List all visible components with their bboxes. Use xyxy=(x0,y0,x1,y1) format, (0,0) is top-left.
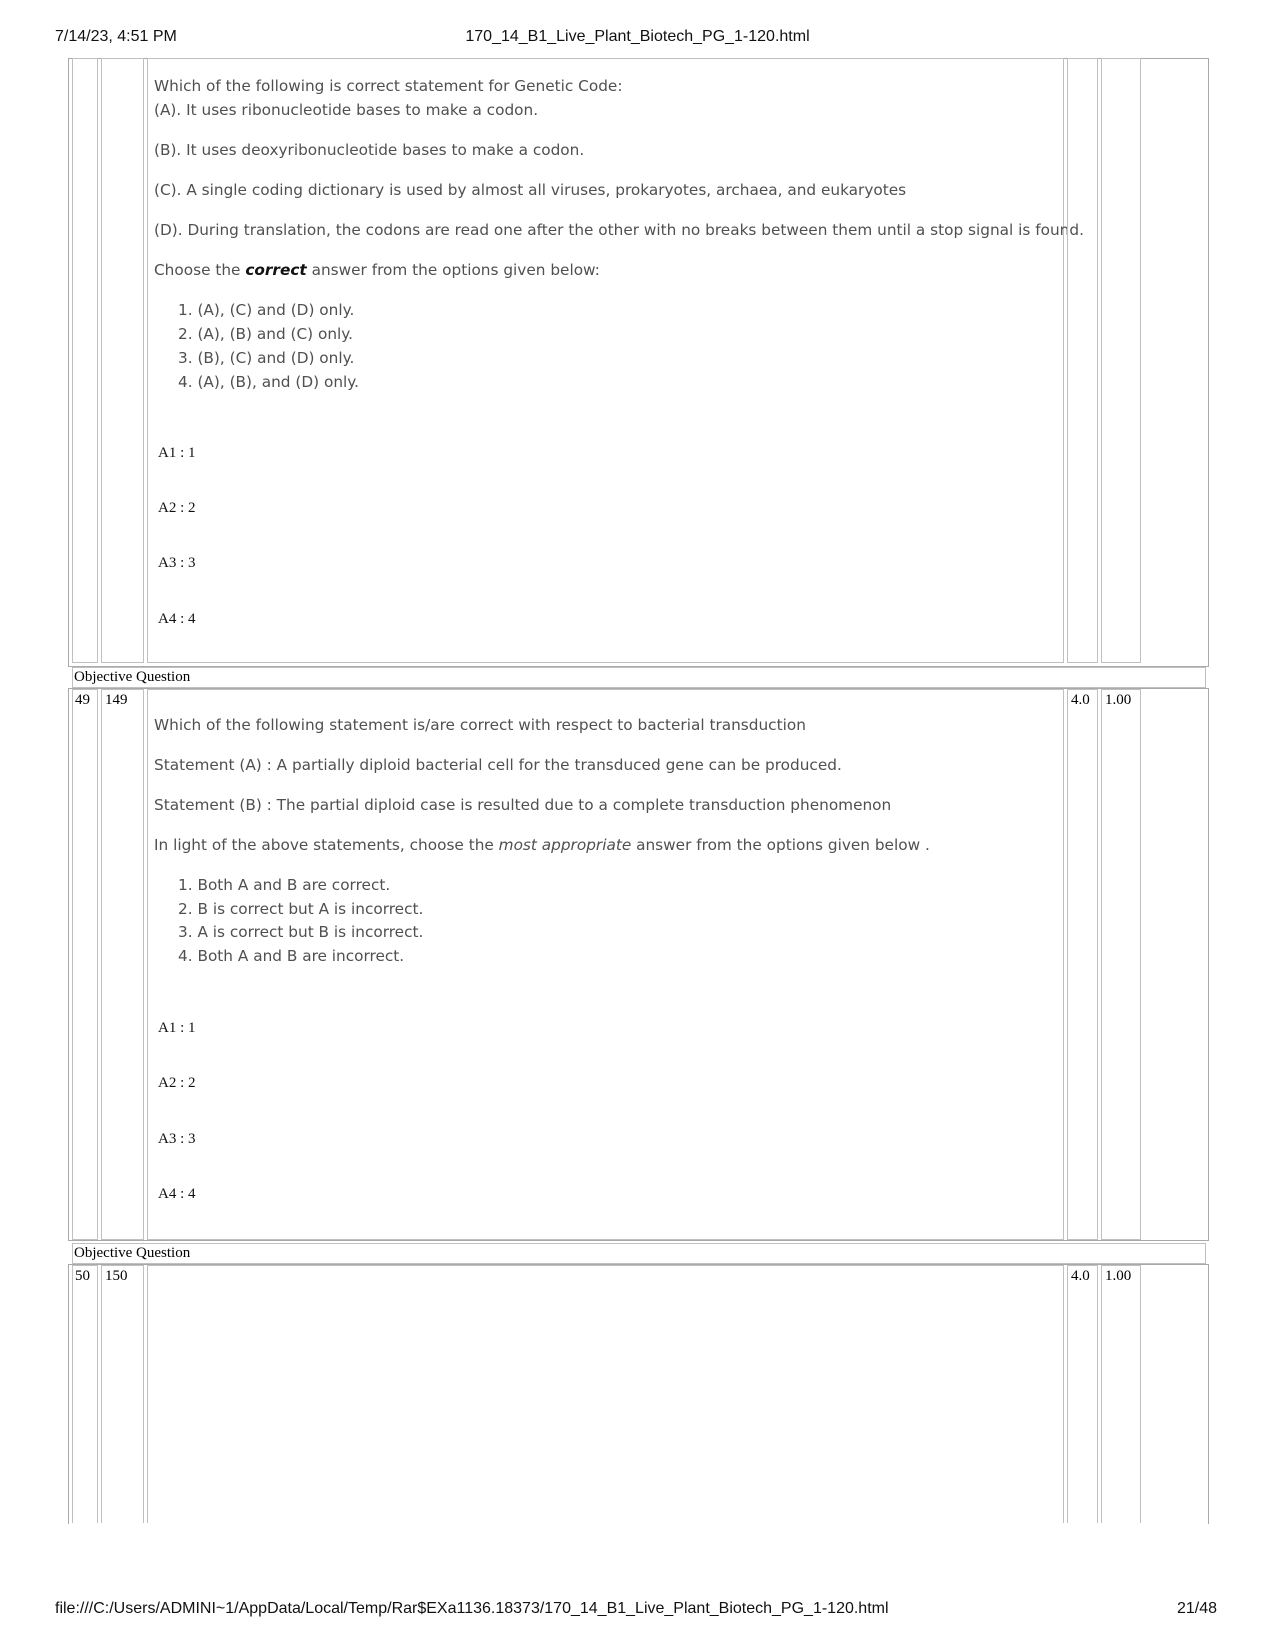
page-number: 21/48 xyxy=(1176,1600,1217,1617)
q49-statement-b: Statement (B) : The partial diploid case is resulted due to a complete transduction phenomenon xyxy=(154,796,892,814)
q49-option-1: 1. Both A and B are correct. xyxy=(178,876,391,894)
question-id: 150 xyxy=(101,1265,144,1523)
q48-instruction: Choose the correct answer from the options given below: xyxy=(154,261,600,279)
q48-statement-b: (B). It uses deoxyribonucleotide bases to make a codon. xyxy=(154,141,585,159)
marks-cell xyxy=(1067,58,1098,663)
file-path: file:///C:/Users/ADMINI~1/AppData/Local/Temp/Rar$EXa1136.18373/170_14_B1_Live_Plant_Biotech_PG_1-120.html xyxy=(55,1600,889,1617)
q49-option-2: 2. B is correct but A is incorrect. xyxy=(178,900,424,918)
q48-option-3: 3. (B), (C) and (D) only. xyxy=(178,349,355,367)
serial-cell xyxy=(72,58,98,663)
q49-statement-a: Statement (A) : A partially diploid bacterial cell for the transduced gene can be produced. xyxy=(154,756,842,774)
q48-option-4: 4. (A), (B), and (D) only. xyxy=(178,373,359,391)
q49-stem: Which of the following statement is/are correct with respect to bacterial transduction xyxy=(154,716,806,734)
question-50-body xyxy=(147,1265,1064,1523)
negative-marks-value: 1.00 xyxy=(1101,1265,1141,1523)
q49-answer-2: A2 : 2 xyxy=(158,1075,196,1091)
q48-answer-1: A1 : 1 xyxy=(158,445,196,461)
q48-answer-3: A3 : 3 xyxy=(158,555,196,571)
q49-option-4: 4. Both A and B are incorrect. xyxy=(178,947,405,965)
marks-value: 4.0 xyxy=(1067,1265,1098,1523)
q48-statement-c: (C). A single coding dictionary is used by almost all viruses, prokaryotes, archaea, and eukaryotes xyxy=(154,181,907,199)
q49-answer-4: A4 : 4 xyxy=(158,1186,196,1202)
negative-marks-value: 1.00 xyxy=(1101,689,1141,1240)
q48-option-2: 2. (A), (B) and (C) only. xyxy=(178,325,354,343)
question-id-cell xyxy=(101,58,144,663)
question-id: 149 xyxy=(101,689,144,1240)
q48-stem: Which of the following is correct statement for Genetic Code: xyxy=(154,77,623,95)
print-header xyxy=(0,28,1275,52)
q48-statement-a: (A). It uses ribonucleotide bases to make a codon. xyxy=(154,101,539,119)
print-datetime: 7/14/23, 4:51 PM xyxy=(55,28,177,45)
print-footer xyxy=(0,1600,1275,1624)
negative-marks-cell xyxy=(1101,58,1141,663)
q48-option-1: 1. (A), (C) and (D) only. xyxy=(178,301,355,319)
q48-answer-2: A2 : 2 xyxy=(158,500,196,516)
q49-answer-3: A3 : 3 xyxy=(158,1131,196,1147)
q49-answer-1: A1 : 1 xyxy=(158,1020,196,1036)
serial-number: 49 xyxy=(72,689,98,1240)
question-type-label: Objective Question xyxy=(72,1243,1206,1264)
q49-option-3: 3. A is correct but B is incorrect. xyxy=(178,923,424,941)
q49-instruction: In light of the above statements, choose the most appropriate answer from the options given below . xyxy=(154,836,930,854)
serial-number: 50 xyxy=(72,1265,98,1523)
print-filename: 170_14_B1_Live_Plant_Biotech_PG_1-120.html xyxy=(465,28,810,45)
q48-statement-d: (D). During translation, the codons are read one after the other with no breaks between them until a stop signal is found. xyxy=(154,221,1084,239)
question-49-body xyxy=(147,689,1064,1240)
q48-answer-4: A4 : 4 xyxy=(158,611,196,627)
marks-value: 4.0 xyxy=(1067,689,1098,1240)
question-type-label: Objective Question xyxy=(72,667,1206,688)
question-48-body xyxy=(147,58,1084,663)
